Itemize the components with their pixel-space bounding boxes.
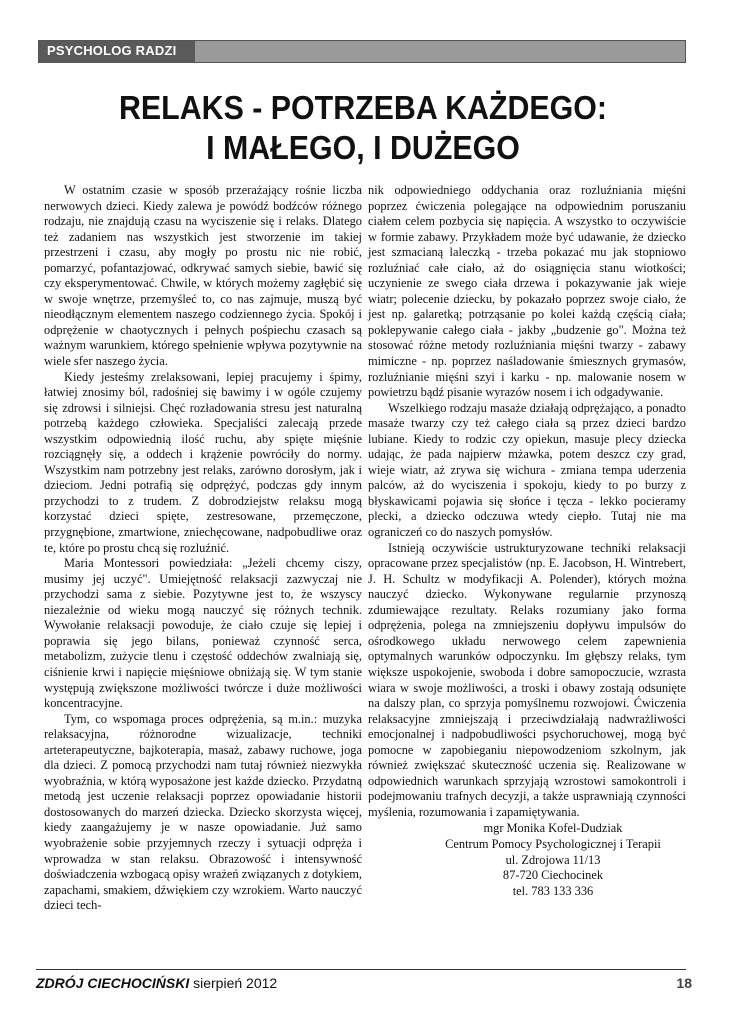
article-paragraph: Kiedy jesteśmy zrelaksowani, lepiej pracujemy i śpimy, łatwiej znosimy ból, radośniej się bawimy i w ogóle czujemy się zdrowsi i silniejsi. Chęć rozładowania stresu jest naturalną potrzebą każdego człowieka. Specjaliści zalecają przede wszystkim odpowiednią ilość ruchu, aby spięte mięśnie rozciągnęły się, a oddech i krążenie powróciły do normy. Wszystkim nam potrzebny jest relaks, zarówno dorosłym, jak i dzieciom. Jedni potrafią się odprężyć, podczas gdy innym przychodzi to z trudem. Z dobrodziejstw relaksu mogą korzystać dzieci spięte, zestresowane, przemęczone, przygnębione, zmartwione, zniechęcowane, nadpobudliwe oraz te, które po prostu chcą się rozluźnić. — [44, 369, 362, 555]
article-title-line-2: I MAŁEGO, I DUŻEGO — [206, 129, 520, 166]
author-street: ul. Zdrojowa 11/13 — [505, 852, 601, 867]
author-signature — [368, 821, 686, 899]
article-paragraph: W ostatnim czasie w sposób przerażający rośnie liczba nerwowych dzieci. Kiedy zalewa je powódź bodźców różnego rodzaju, nie znajdują czasu na wyciszenie się i relaks. Dlatego też zadaniem nas wszystkich jest stworzenie im takiej przestrzeni i czasu, aby mogły po prostu nic nie robić, pomarzyć, pofantazjować, odkrywać samych siebie, bawić się czy eksperymentować. Chwile, w których możemy zagłębić się w swoje wnętrze, przemyśleć to, co nas zajmuje, muszą być nieodłącznym elementem naszego codziennego życia. Spokój i odprężenie w chaotycznych i pełnych pośpiechu czasach są ważnym warunkiem, którego spełnienie wpływa pozytywnie na wiele sfer naszego życia. — [44, 183, 362, 369]
issue-date: sierpień 2012 — [193, 975, 278, 991]
footer-publication — [36, 975, 277, 991]
author-name: mgr Monika Kofel-Dudziak — [483, 821, 623, 836]
article-paragraph: Istnieją oczywiście ustrukturyzowane techniki relaksacji opracowane przez specjalistów (np. E. Jacobson, H. Wintrebert, J. H. Schultz w modyfikacji A. Polender), których można nauczyć dziecko. Wykonywane regularnie przynoszą zdumiewające rezultaty. Relaks rozumiany jako forma odprężenia, polega na zmniejszeniu dopływu impulsów do ośrodkowego układu nerwowego celem zapewnienia optymalnych warunków odpoczynku. Im głębszy relaks, tym większe uspokojenie, swoboda i dobre samopoczucie, wzrasta wiara w swoje możliwości, a troski i obawy zostają odsunięte na dalszy plan, co sprzyja pomyślnemu rozwojowi. Ćwiczenia relaksacyjne zmniejszają i przeciwdziałają nadwrażliwości emocjonalnej i nadpobudliwości psychoruchowej, mogą być pomocne w zapobieganiu niepowodzeniom szkolnym, jak również zwiększać skuteczność uczenia się. Realizowane w odpowiednich warunkach sprzyjają wzrostowi samokontroli i podejmowaniu trafnych decyzji, a także usprawniają czynności myślenia, rozumowania i zapamiętywania. — [368, 540, 686, 819]
author-phone: tel. 783 133 336 — [512, 883, 594, 898]
author-city: 87-720 Ciechocinek — [502, 868, 604, 883]
article-title-line-1: RELAKS - POTRZEBA KAŻDEGO: — [118, 89, 608, 126]
section-label: PSYCHOLOG RADZI — [47, 43, 177, 58]
article-paragraph-continued: nik odpowiedniego oddychania oraz rozluźniania mięśni poprzez ćwiczenia polegające na odpowiednim poruszaniu ciałem celem pozbycia się napięcia. A wszystko to oczywiście w formie zabawy. Przykładem może być udawanie, że dziecko jest szmacianą laleczką - trzeba pokazać mu jak stopniowo rozluźniać całe ciało, aż do osiągnięcia stanu wiotkości; uczynienie ze swego ciała drzewa i pokazywanie jak wieje wiatr; polecenie dziecku, by pokazało poprzez swoje ciało, że jest np. galaretką; potrząsanie po kolei każdą częścią ciała; poklepywanie całego ciała - jakby „budzenie go". Można też stosować różne metody rozluźniania mięśni twarzy - zabawy mimiczne - np. poprzez naśladowanie śmiesznych grymasów, rozluźnianie mięśni szyi i karku - np. malowanie nosem w powietrzu bądź pisanie wyrazów nosem i ich odgadywanie. — [368, 183, 686, 400]
page-number: 18 — [676, 975, 692, 991]
magazine-name: ZDRÓJ CIECHOCIŃSKI — [36, 975, 190, 991]
section-header-bar — [38, 40, 686, 63]
author-organization: Centrum Pomocy Psychologicznej i Terapii — [445, 837, 661, 852]
footer-divider — [36, 969, 686, 970]
article-column-right — [368, 183, 686, 899]
article-column-left — [44, 183, 362, 914]
article-paragraph: Tym, co wspomaga proces odprężenia, są m.in.: muzyka relaksacyjna, różnorodne wizualizacje, techniki arteterapeutyczne, bajkoterapia, masaż, zabawy ruchowe, joga dla dzieci. Z pomocą przychodzi nam tutaj również niezwykła wyobraźnia, w którą wyposażone jest każde dziecko. Przydatną metodą jest uczenie relaksacji poprzez opowiadanie historii dostosowanych do marzeń dziecka. Dziecko skorzysta więcej, kiedy zaangażujemy je w nasze opowiadanie. Już samo wyobrażenie sobie przyjemnych rzeczy i sytuacji odpręża i wprowadza w stan relaksu. Obrazowość i intensywność doświadczenia wzbogacą opisy wrażeń związanych z dotykiem, zapachami, smakiem, dźwiękiem czy wzrokiem. Warto nauczyć dzieci tech- — [44, 711, 362, 913]
article-paragraph: Maria Montessori powiedziała: „Jeżeli chcemy ciszy, musimy jej uczyć". Umiejętność relaksacji zazwyczaj nie przychodzi sama z siebie. Pozytywne jest to, że wszyscy niezależnie od wieku mogą nauczyć się różnych technik. Wywołanie relaksacji powoduje, że ciało czuje się lepiej i poprawia się jego bilans, ponieważ czynność serca, metabolizm, zużycie tlenu i częstość oddechów zwalniają się, ciśnienie krwi i napięcie mięśniowe obniżają się. W tym stanie występują zwiększone możliwości twórcze i duże możliwości koncentracyjne. — [44, 556, 362, 711]
article-paragraph: Wszelkiego rodzaju masaże działają odprężająco, a ponadto masaże twarzy czy też całego ciała są przez dzieci bardzo lubiane. Kiedy to rodzic czy opiekun, masuje plecy dziecka udając, że pada najpierw mżawka, potem deszcz czy grad, wieje wiatr, aż zrywa się wichura - zmiana tempa uderzenia palców, aż do wyciszenia i spokoju, kiedy to po burzy z błyskawicami pojawia się słońce i tęcza - lekko pocieramy plecki, a dziecko odczuwa wtedy ciepło. Tutaj nie ma ograniczeń co do naszych pomysłów. — [368, 400, 686, 540]
article-title — [66, 88, 660, 168]
